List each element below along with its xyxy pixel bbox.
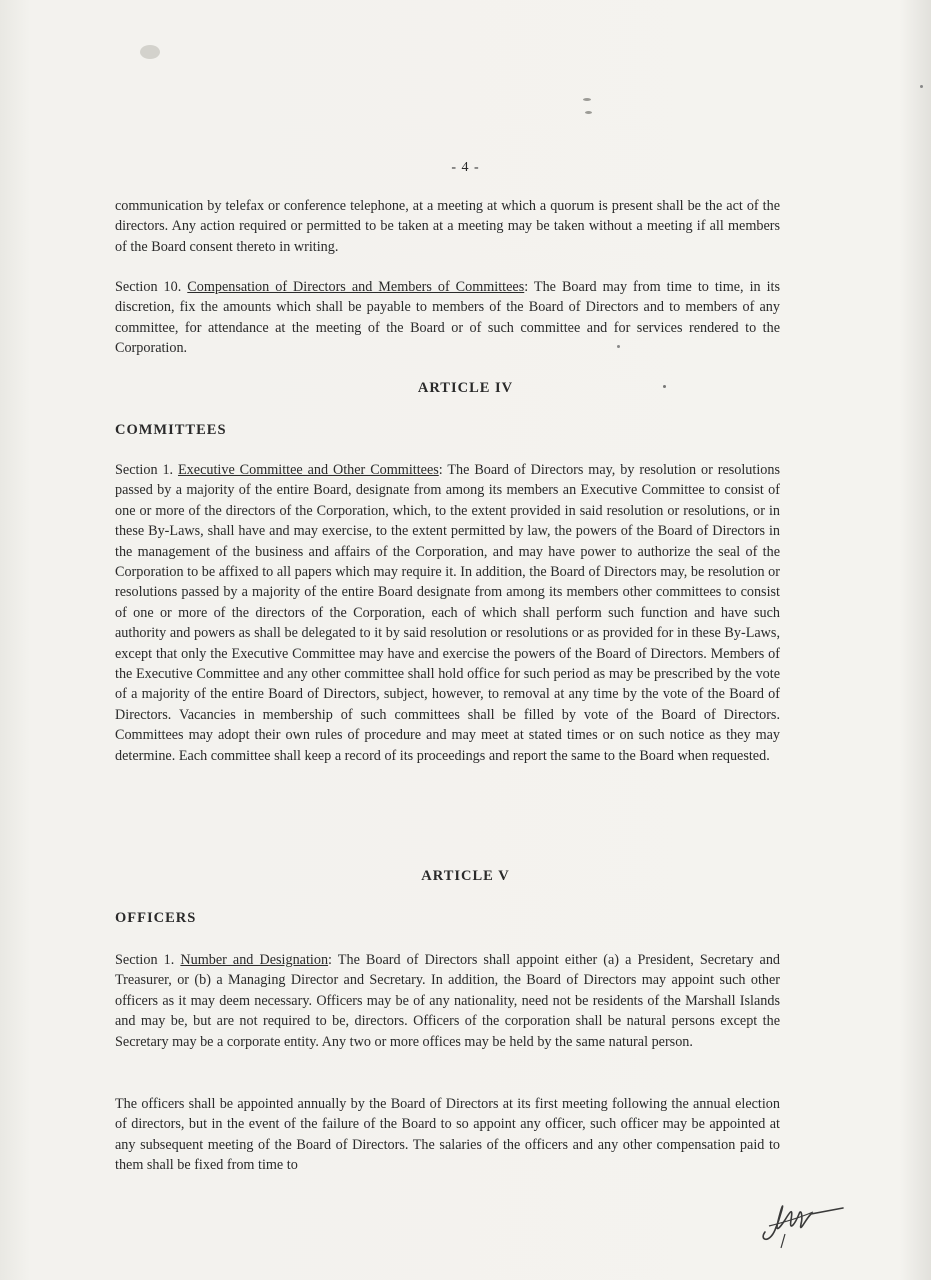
section-title: Executive Committee and Other Committees [178, 462, 439, 478]
section-number: Section 1. [115, 462, 174, 478]
section-text: : The Board may from time to time, in its discretion, fix the amounts which shall be payable to members of the Board of Directors and to members of any committee, for attendance at the meeting of the Board or of such committee and for services rendered to the Corporation. [115, 279, 781, 357]
scan-speck [583, 98, 591, 101]
continuation-paragraph: communication by telefax or conference telephone, at a meeting at which a quorum is present shall be the act of the directors. Any action required or permitted to be taken at a meeting may be taken without a meeting if all members of the Board consent thereto in writing. [115, 198, 780, 255]
section-title: Number and Designation [180, 952, 329, 968]
handwritten-signature-icon [755, 1190, 850, 1250]
officers-appointment-paragraph: The officers shall be appointed annually by the Board of Directors at its first meeting following the annual election of directors, but in the event of the failure of the Board to so appoint any officer, such officer may be appointed at any subsequent meeting of the Board of Directors. The salaries of the officers and any other compensation paid to them shall be fixed from time to [115, 1096, 780, 1174]
article-iv-section-1-paragraph [115, 460, 780, 766]
article-iv-title: ARTICLE IV [417, 380, 514, 396]
section-number: Section 10. [115, 279, 182, 295]
section-text: : The Board of Directors shall appoint either (a) a President, Secretary and Treasurer, or (b) a Managing Director and Secretary. In addition, the Board of Directors may appoint such other officers as it may deem necessary. Officers may be of any nationality, need not be residents of the Marshall Islands and may be, but are not required to be, directors. Officers of the corporation shall be natural persons except the Secretary may be a corporate entity. Any two or more offices may be held by the same natural person. [115, 952, 781, 1050]
committees-heading: COMMITTEES [115, 422, 227, 438]
section-10-paragraph [115, 277, 780, 359]
scan-speck [920, 85, 923, 88]
officers-heading: OFFICERS [115, 910, 197, 926]
section-title: Compensation of Directors and Members of Committees [187, 279, 525, 295]
article-v-title: ARTICLE V [421, 868, 510, 884]
scan-speck [585, 111, 592, 114]
page-number: - 4 - [451, 160, 480, 175]
section-text: : The Board of Directors may, by resolution or resolutions passed by a majority of the entire Board, designate from among its members an Executive Committee to consist of one or more of the directors of the Corporation, which, to the extent provided in said resolution or resolutions, or in these By-Laws, shall have and may exercise, to the extent permitted by law, the powers of the Board of Directors in the management of the business and affairs of the Corporation, and may have power to authorize the seal of the Corporation to be affixed to all papers which may require it. In addition, the Board of Directors may, be resolution or resolutions passed by a majority of the entire Board designate from among its members other committees to consist of one or more of the directors of the Corporation, each of which shall perform such function and have such authority and powers as shall be delegated to it by said resolution or resolutions or as provided for in these By-Laws, except that only the Executive Committee may have and exercise the powers of the Board of Directors. Members of the Executive Committee and any other committee shall hold office for such period as may be prescribed by the vote of a majority of the entire Board of Directors, subject, however, to removal at any time by the vote of the Board of Directors. Vacancies in membership of such committees shall be filled by vote of the Board of Directors. Committees may adopt their own rules of procedure and may meet at stated times or on such notice as they may determine. Each committee shall keep a record of its proceedings and report the same to the Board when requested. [115, 462, 780, 764]
section-number: Section 1. [115, 952, 175, 968]
scan-speck [140, 45, 160, 59]
article-v-section-1-paragraph [115, 950, 780, 1052]
